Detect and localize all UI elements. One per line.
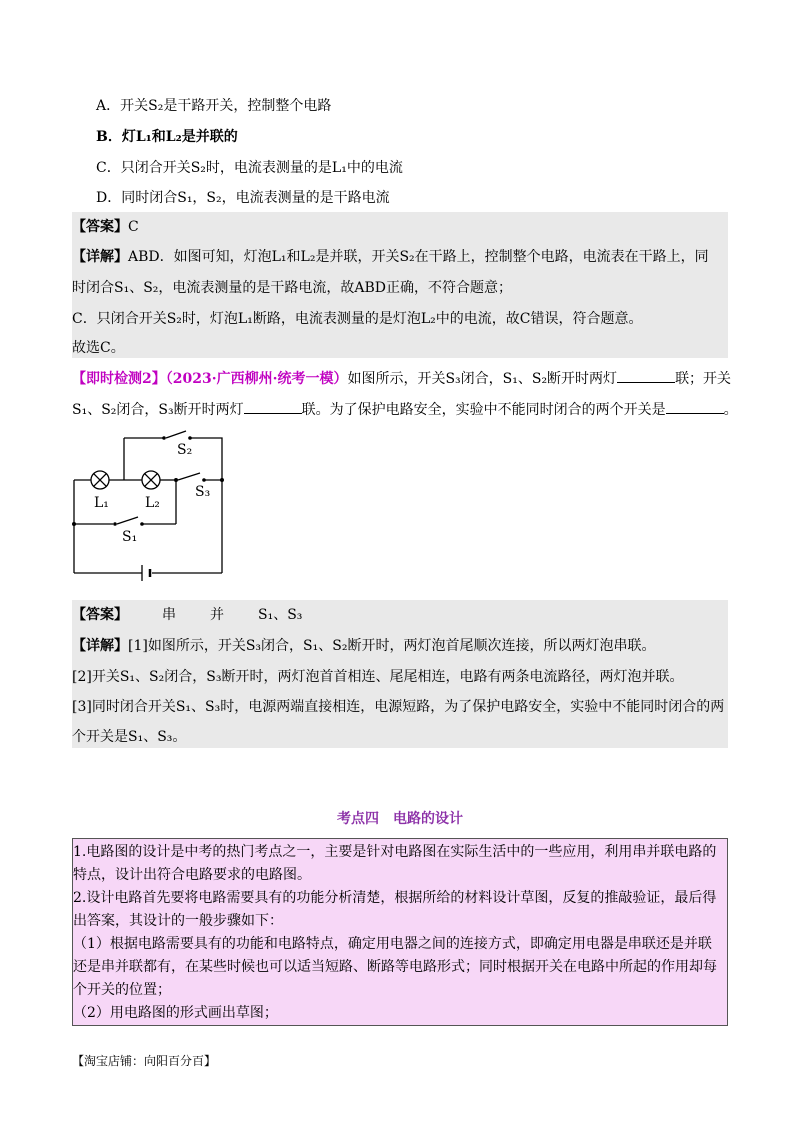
section-title: 考点四 电路的设计 (337, 811, 463, 827)
key-point-line: 2.设计电路首先要将电路需要具有的功能分析清楚，根据所给的材料设计草图，反复的推敲验证，最后得 (73, 890, 717, 906)
label-l2: L₂ (145, 495, 160, 511)
detail-line: 【详解】ABD．如图可知，灯泡L₁和L₂是并联，开关S₂在干路上，控制整个电路，电流表在干路上，同 (72, 249, 709, 265)
answer-value-3: S₁、S₃ (258, 607, 303, 623)
key-point-line: 个开关的位置； (73, 982, 171, 998)
blank-1[interactable] (617, 368, 675, 383)
switch-s1-lever (117, 517, 138, 524)
quiz-line-2: S₁、S₂闭合，S₃断开时两灯 联。为了保护电路安全，实验中不能同时闭合的两个开关是 。 (72, 399, 738, 419)
answer-value-2: 并 (210, 607, 224, 623)
detail-line: C．只闭合开关S₂时，灯泡L₁断路，电流表测量的是灯泡L₂中的电流，故C错误，符合题意。 (72, 311, 643, 327)
circuit-nodes (72, 436, 224, 526)
lamp-l2-icon (142, 471, 160, 489)
quiz-tag: 【即时检测2】（2023·广西柳州·统考一模） (72, 371, 348, 387)
label-l1: L₁ (94, 495, 109, 511)
label-s3: S₃ (195, 484, 211, 500)
key-point-line: 出答案，其设计的一般步骤如下： (73, 913, 283, 929)
key-point-line: 还是串并联都有，在某些时候也可以适当短路、断路等电路形式；同时根据开关在电路中所起的作用却每 (73, 959, 717, 975)
detail-tag: 【详解】 (72, 638, 128, 654)
detail-line: 【详解】[1]如图所示，开关S₃闭合，S₁、S₂断开时，两灯泡首尾顺次连接，所以两灯泡串联。 (72, 638, 656, 654)
option-a: A．开关S₂是干路开关，控制整个电路 (96, 98, 332, 114)
blank-2[interactable] (244, 399, 302, 414)
option-b: B．灯L₁和L₂是并联的 (96, 129, 238, 145)
answer-line-1 (72, 217, 139, 237)
label-s1: S₁ (122, 529, 138, 545)
detail-line: [2]开关S₁、S₂闭合，S₃断开时，两灯泡首首相连、尾尾相连，电路有两条电流路径，两灯泡并联。 (72, 669, 684, 685)
key-points-box (72, 838, 728, 1026)
key-point-line: （1）根据电路需要具有的功能和电路特点，确定用电器之间的连接方式，即确定用电器是串联还是并联 (73, 936, 712, 952)
detail-line: 时闭合S₁、S₂，电流表测量的是干路电流，故ABD正确，不符合题意； (72, 280, 513, 296)
answer-value-1: 串 (162, 607, 176, 623)
option-c: C．只闭合开关S₂时，电流表测量的是L₁中的电流 (96, 160, 403, 176)
key-point-line: （2）用电路图的形式画出草图； (73, 1005, 278, 1021)
answer-tag: 【答案】 (72, 219, 128, 235)
switch-s2-lever (166, 431, 186, 438)
shop-footer: 【淘宝店铺：向阳百分百】 (72, 1054, 217, 1068)
detail-line: [3]同时闭合开关S₁、S₃时，电源两端直接相连，电源短路，为了保护电路安全，实验中不能同时闭合的两 (72, 699, 725, 715)
quiz-line-1: 【即时检测2】（2023·广西柳州·统考一模）如图所示，开关S₃闭合，S₁、S₂断开时两灯 联；开关 (72, 368, 731, 388)
answer-tag: 【答案】 (72, 607, 128, 623)
lamp-l1-icon (91, 471, 109, 489)
option-d: D．同时闭合S₁，S₂，电流表测量的是干路电流 (96, 190, 390, 206)
key-point-line: 1.电路图的设计是中考的热门考点之一，主要是针对电路图在实际生活中的一些应用，利用串并联电路的 (73, 844, 717, 860)
answer-line-2 (72, 605, 302, 625)
answer-value: C (128, 219, 139, 235)
detail-line: 故选C。 (72, 340, 125, 356)
switch-s3-lever (178, 473, 200, 480)
label-s2: S₂ (177, 442, 193, 458)
key-point-line: 特点，设计出符合电路要求的电路图。 (73, 867, 311, 883)
blank-3[interactable] (666, 399, 724, 414)
detail-line: 个开关是S₁、S₃。 (72, 729, 187, 745)
detail-tag: 【详解】 (72, 249, 128, 265)
